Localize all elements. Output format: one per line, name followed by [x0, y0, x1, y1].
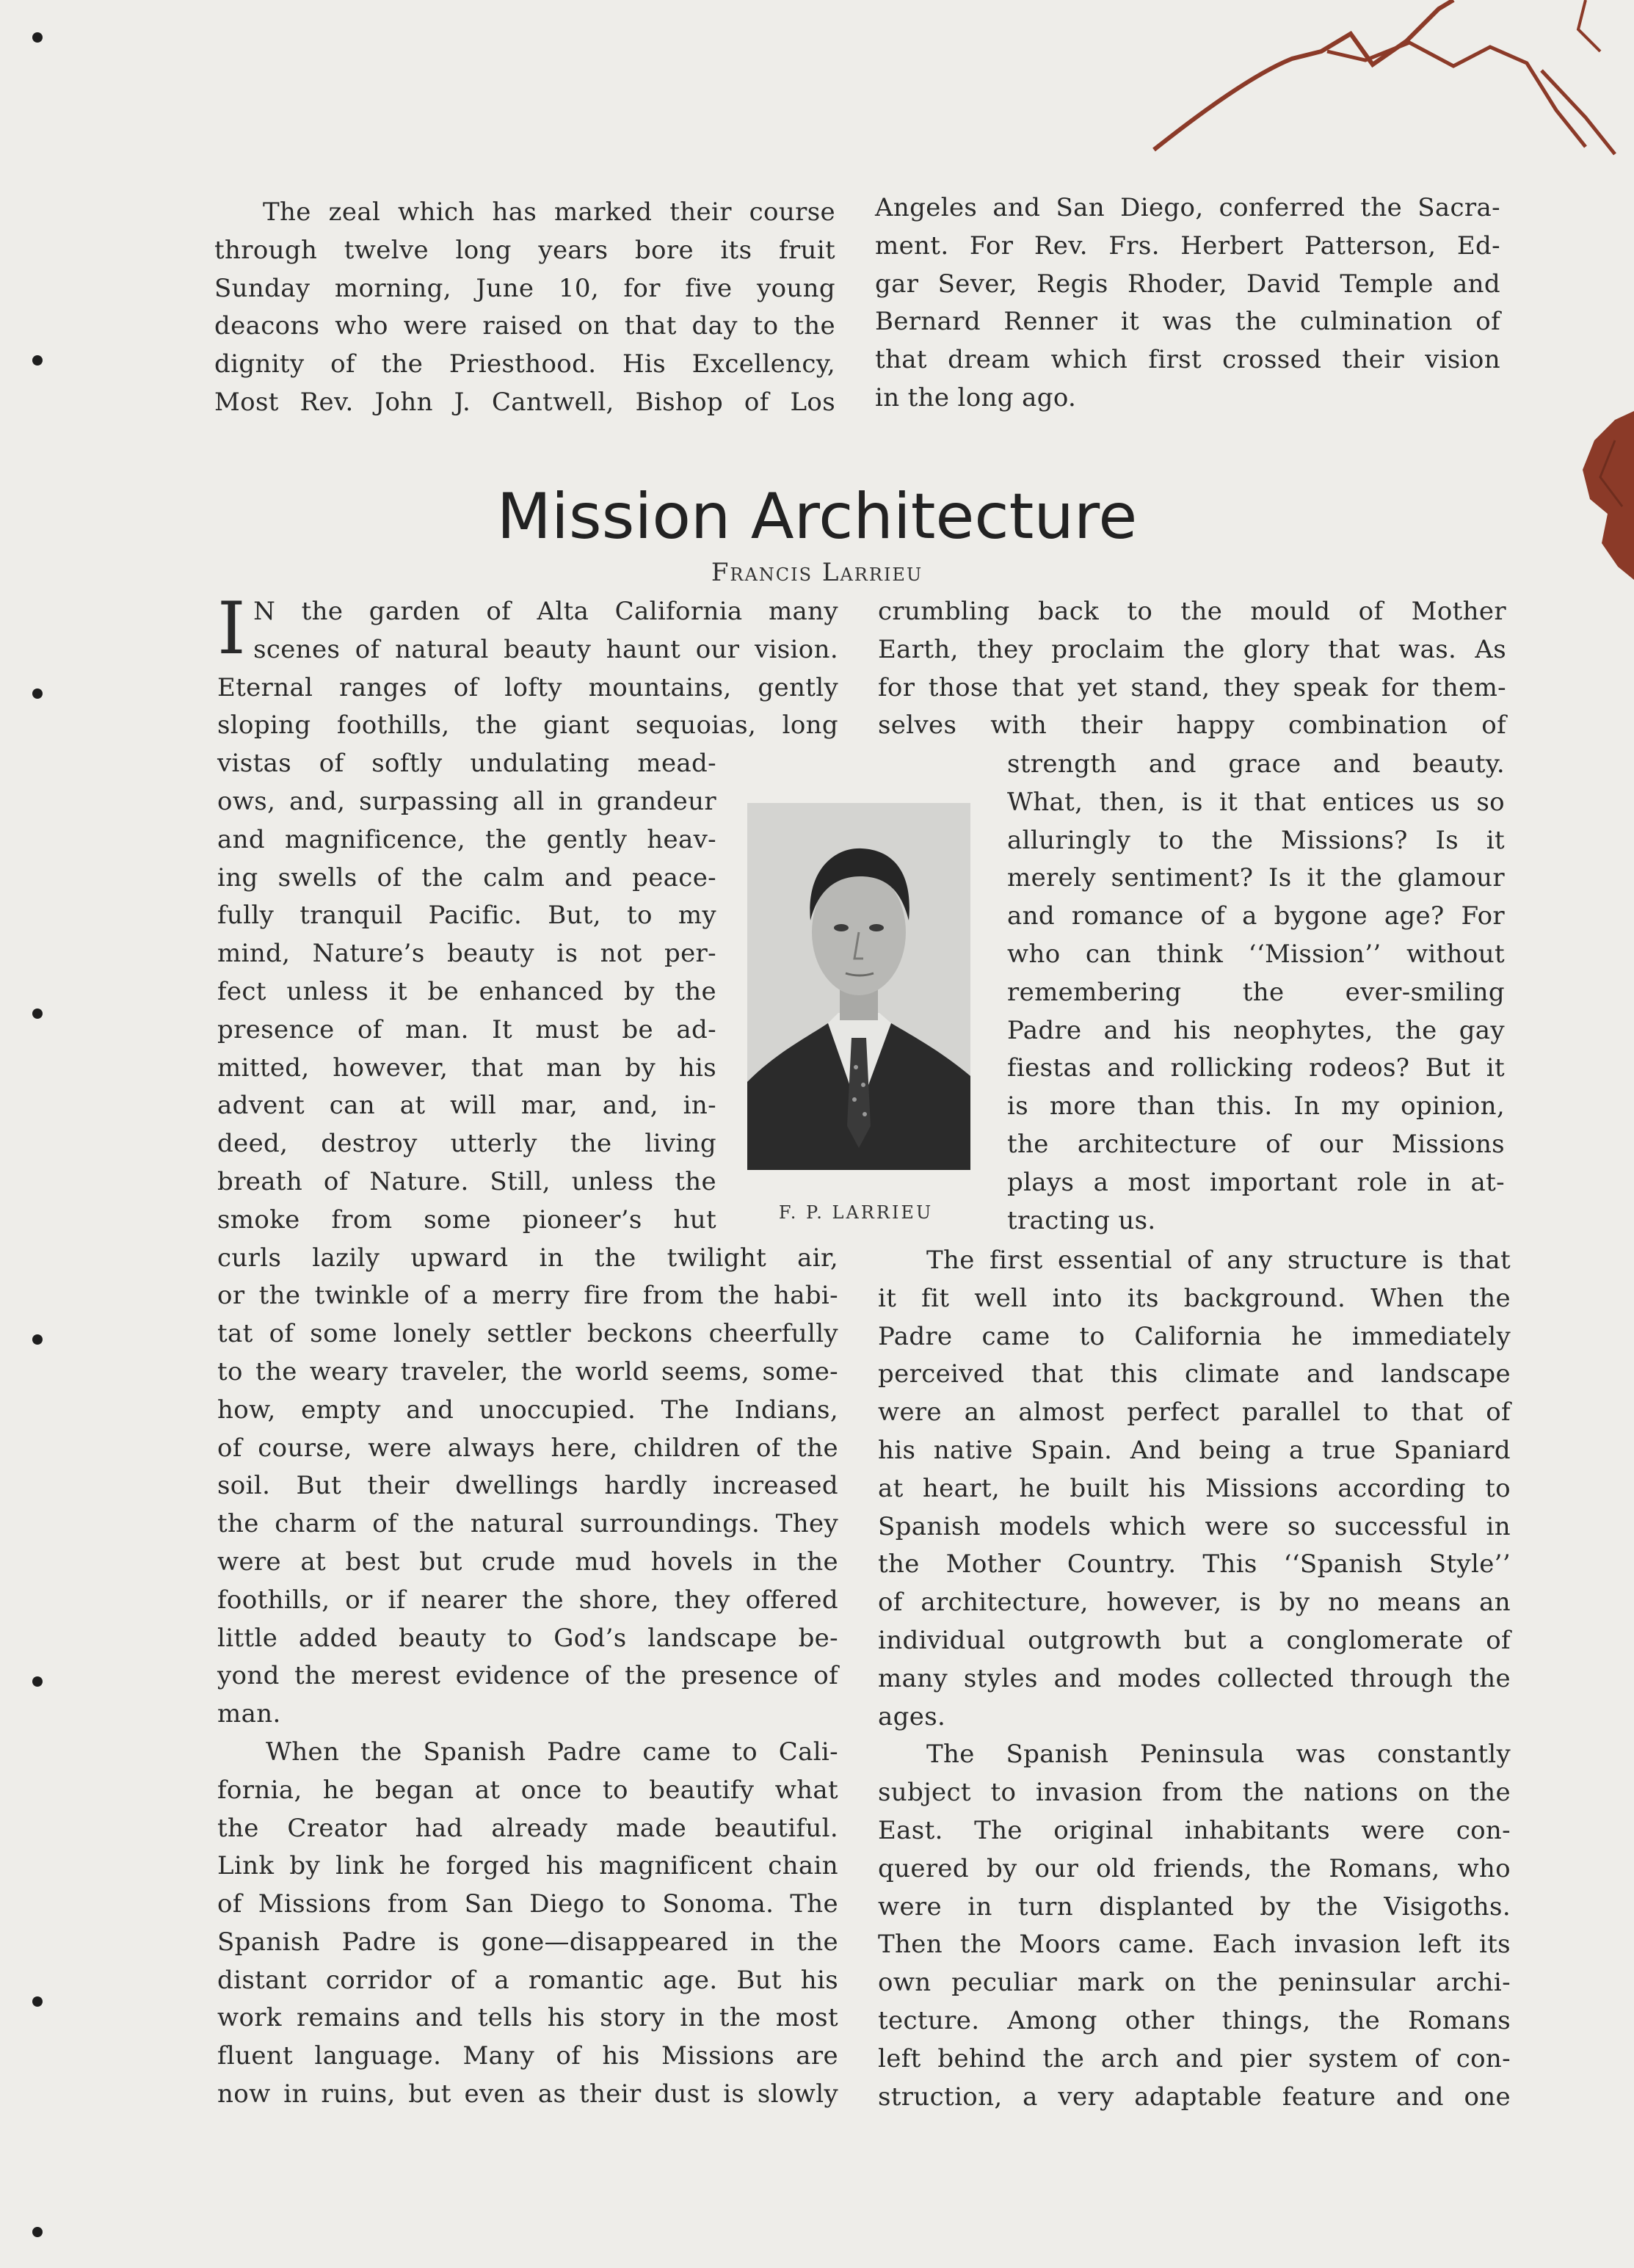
text-line: The Spanish Peninsula was constantly	[926, 1740, 1511, 1770]
text-line: fully tranquil Pacific. But, to my	[217, 901, 716, 931]
text-line: curls lazily upward in the twilight air,	[217, 1243, 838, 1273]
text-line: Spanish models which were so successful in	[878, 1511, 1511, 1541]
text-line: in the long ago.	[875, 382, 1077, 412]
portrait-illustration	[747, 803, 970, 1170]
text-line: of Missions from San Diego to Sonoma. The	[217, 1889, 838, 1919]
text-line: What, then, is it that entices us so	[1007, 787, 1505, 817]
text-line: to the weary traveler, the world seems, some-	[217, 1356, 838, 1386]
text-line: presence of man. It must be ad-	[217, 1014, 716, 1044]
binding-hole	[32, 1676, 43, 1687]
text-line: Eternal ranges of lofty mountains, gently	[217, 672, 838, 702]
text-line: individual outgrowth but a conglomerate of	[878, 1625, 1511, 1655]
text-line: how, empty and unoccupied. The Indians,	[217, 1395, 838, 1425]
text-line: through twelve long years bore its fruit	[214, 235, 835, 265]
text-line: at heart, he built his Missions according to	[878, 1473, 1511, 1503]
text-line: left behind the arch and pier system of con-	[878, 2043, 1511, 2073]
article-right-column-top	[878, 593, 1506, 745]
text-line: dignity of the Priesthood. His Excellency,	[214, 349, 835, 379]
text-line: Link by link he forged his magnificent chain	[217, 1851, 838, 1881]
text-line: of architecture, however, is by no means an	[878, 1588, 1511, 1618]
text-line: yond the merest evidence of the presence of	[217, 1661, 838, 1691]
author-portrait-photo	[747, 803, 970, 1170]
text-line: soil. But their dwellings hardly increased	[217, 1471, 838, 1501]
text-line: foothills, or if nearer the shore, they offered	[217, 1585, 838, 1615]
text-line: tracting us.	[1007, 1205, 1156, 1235]
text-line: ages.	[878, 1701, 946, 1731]
text-line: deed, destroy utterly the living	[217, 1129, 716, 1159]
text-line: and romance of a bygone age? For	[1007, 901, 1505, 931]
text-line: struction, a very adaptable feature and one	[878, 2082, 1511, 2112]
text-line: fluent language. Many of his Missions are	[217, 2041, 838, 2071]
text-line: remembering the ever-smiling	[1007, 977, 1505, 1007]
text-line: or the twinkle of a merry fire from the habi-	[217, 1281, 838, 1311]
text-line: many styles and modes collected through the	[878, 1663, 1511, 1693]
binding-hole	[32, 32, 43, 43]
text-line: merely sentiment? Is it the glamour	[1007, 863, 1505, 893]
text-line: man.	[217, 1699, 281, 1729]
binding-hole	[32, 2227, 43, 2237]
text-line: subject to invasion from the nations on the	[878, 1778, 1511, 1808]
text-line: little added beauty to God’s landscape be-	[217, 1623, 838, 1653]
text-line: East. The original inhabitants were con-	[878, 1815, 1511, 1845]
article-right-column-beside-photo	[1007, 746, 1505, 1240]
drop-cap: I	[217, 587, 247, 671]
text-line: quered by our old friends, the Romans, who	[878, 1853, 1511, 1883]
text-line: perceived that this climate and landscape	[878, 1359, 1511, 1389]
text-line: fect unless it be enhanced by the	[217, 976, 716, 1006]
text-line: and magnificence, the gently heav-	[217, 824, 716, 854]
text-line: now in ruins, but even as their dust is slowly	[217, 2079, 838, 2109]
binding-hole	[32, 1008, 43, 1019]
text-line: tat of some lonely settler beckons cheerfully	[217, 1319, 838, 1349]
text-line: that dream which first crossed their vision	[875, 345, 1500, 375]
text-line: ing swells of the calm and peace-	[217, 862, 716, 893]
text-line: for those that yet stand, they speak for them-	[878, 672, 1506, 702]
text-line: of course, were always here, children of the	[217, 1433, 838, 1463]
text-line: the charm of the natural surroundings. They	[217, 1509, 838, 1539]
text-line: vistas of softly undulating mead-	[217, 749, 716, 779]
binding-hole	[32, 1996, 43, 2007]
text-line: Most Rev. John J. Cantwell, Bishop of Los	[214, 387, 835, 417]
text-line: own peculiar mark on the peninsular archi-	[878, 1968, 1511, 1998]
text-line: N the garden of Alta California many	[253, 597, 838, 626]
text-line: were at best but crude mud hovels in the	[217, 1546, 838, 1577]
text-line: Sunday morning, June 10, for five young	[214, 273, 835, 303]
text-line: distant corridor of a romantic age. But his	[217, 1965, 838, 1995]
text-line: Then the Moors came. Each invasion left its	[878, 1930, 1511, 1960]
text-line: his native Spain. And being a true Spaniard	[878, 1435, 1511, 1465]
article-right-column-lower	[878, 1242, 1511, 2116]
text-line: ows, and, surpassing all in grandeur	[217, 786, 716, 816]
text-line: sloping foothills, the giant sequoias, long	[217, 710, 838, 741]
binding-hole	[32, 1334, 43, 1345]
text-line: Padre came to California he immediately	[878, 1321, 1511, 1351]
text-line: it fit well into its background. When the	[878, 1283, 1511, 1313]
binding-hole	[32, 355, 43, 366]
text-line: plays a most important role in at-	[1007, 1167, 1505, 1197]
text-line: strength and grace and beauty.	[1007, 749, 1505, 779]
text-line: the Mother Country. This ‘‘Spanish Style’’	[878, 1549, 1511, 1580]
article-byline: Francis Larrieu	[711, 558, 923, 587]
text-line: ment. For Rev. Frs. Herbert Patterson, Ed-	[875, 230, 1500, 261]
text-line: When the Spanish Padre came to Cali-	[266, 1737, 838, 1767]
binding-hole	[32, 688, 43, 699]
text-line: gar Sever, Regis Rhoder, David Temple and	[875, 269, 1500, 299]
text-line: the Creator had already made beautiful.	[217, 1813, 838, 1843]
text-line: Bernard Renner it was the culmination of	[875, 307, 1500, 337]
intro-right-column	[875, 189, 1500, 418]
text-line: fornia, he began at once to beautify what	[217, 1775, 838, 1805]
text-line: tecture. Among other things, the Romans	[878, 2005, 1511, 2035]
text-line: is more than this. In my opinion,	[1007, 1091, 1505, 1122]
text-line: work remains and tells his story in the most	[217, 2003, 838, 2033]
text-line: smoke from some pioneer’s hut	[217, 1204, 716, 1235]
text-line: scenes of natural beauty haunt our vision.	[253, 634, 838, 664]
text-line: crumbling back to the mould of Mother	[878, 597, 1506, 626]
article-left-column	[217, 587, 838, 2114]
text-line: mitted, however, that man by his	[217, 1053, 716, 1083]
photo-caption: F. P. LARRIEU	[778, 1202, 934, 1223]
text-line: were an almost perfect parallel to that of	[878, 1397, 1511, 1428]
text-line: were in turn displanted by the Visigoths.	[878, 1891, 1511, 1922]
text-line: fiestas and rollicking rodeos? But it	[1007, 1053, 1505, 1083]
text-line: Spanish Padre is gone—disappeared in the	[217, 1927, 838, 1957]
text-line: Angeles and San Diego, conferred the Sacra-	[875, 193, 1500, 222]
text-line: Earth, they proclaim the glory that was. As	[878, 634, 1506, 664]
text-line: alluringly to the Missions? Is it	[1007, 825, 1505, 855]
text-line: breath of Nature. Still, unless the	[217, 1166, 716, 1196]
article-title: Mission Architecture	[496, 480, 1138, 553]
text-line: deacons who were raised on that day to the	[214, 311, 835, 341]
text-line: The zeal which has marked their course	[263, 197, 835, 227]
text-line: selves with their happy combination of	[878, 710, 1506, 741]
text-line: The first essential of any structure is that	[926, 1246, 1511, 1275]
text-line: the architecture of our Missions	[1007, 1129, 1505, 1159]
text-line: advent can at will mar, and, in-	[217, 1091, 716, 1121]
text-line: mind, Nature’s beauty is not per-	[217, 939, 716, 969]
intro-left-column	[214, 194, 835, 422]
text-line: Padre and his neophytes, the gay	[1007, 1015, 1505, 1045]
text-line: who can think ‘‘Mission’’ without	[1007, 939, 1505, 969]
